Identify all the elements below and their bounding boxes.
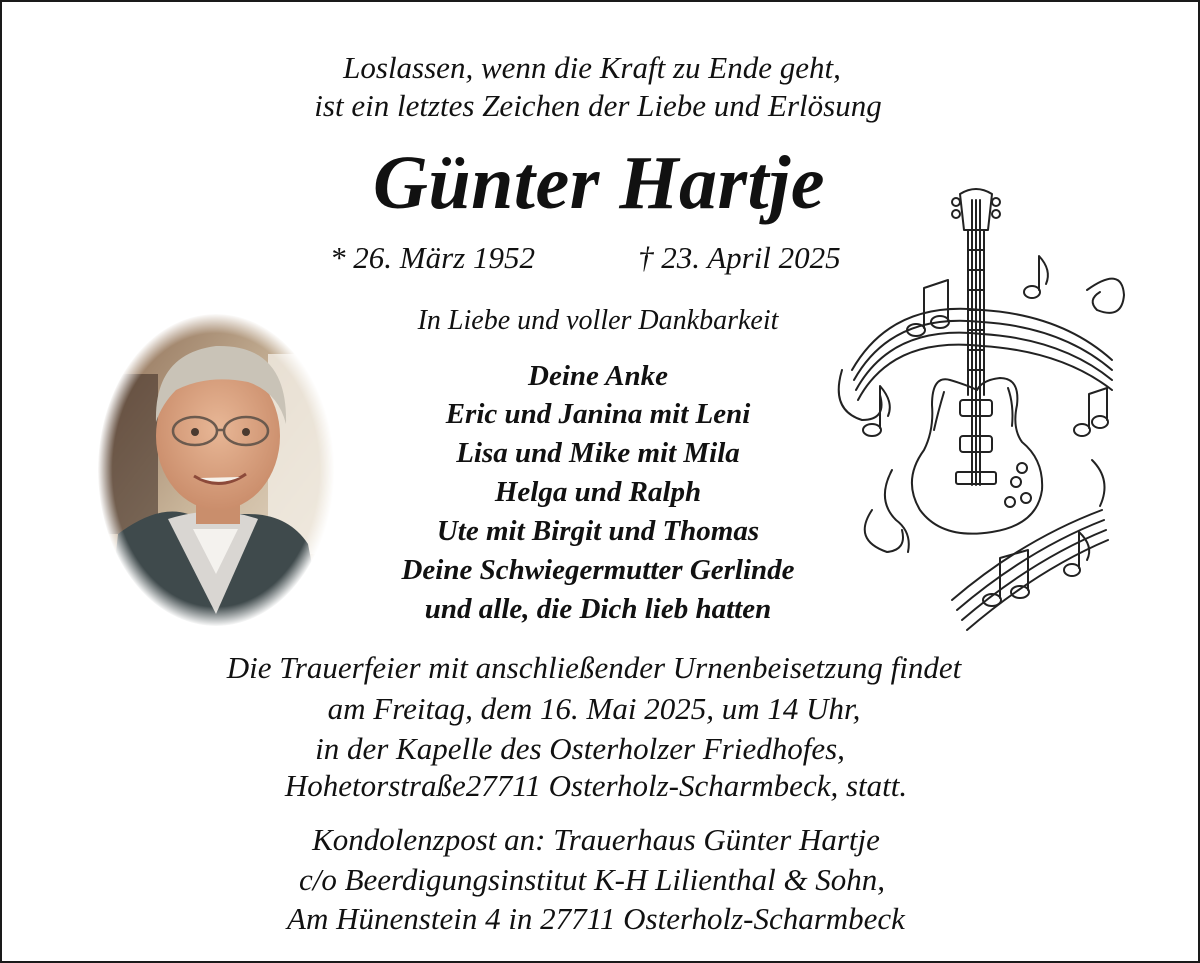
funeral-line: Die Trauerfeier mit anschließender Urnenbeisetzung findet — [226, 650, 962, 685]
condolence-line: Am Hünenstein 4 in 27711 Osterholz-Scharmbeck — [287, 901, 905, 936]
mourner-name: Deine Schwiegermutter Gerlinde — [401, 554, 795, 586]
mourner-name: Helga und Ralph — [494, 476, 702, 508]
condolence-line: Kondolenzpost an: Trauerhaus Günter Hartje — [312, 822, 880, 857]
birth-date: * 26. März 1952 — [330, 240, 535, 275]
mourners-intro: In Liebe und voller Dankbarkeit — [417, 305, 779, 336]
condolence-line: c/o Beerdigungsinstitut K-H Lilienthal & Sohn, — [298, 862, 886, 897]
funeral-line: Hohetorstraße27711 Osterholz-Scharmbeck, statt. — [284, 768, 908, 803]
quote-line-2: ist ein letztes Zeichen der Liebe und Erlösung — [314, 88, 882, 123]
mourner-name: Ute mit Birgit und Thomas — [436, 515, 760, 547]
mourner-name: und alle, die Dich lieb hatten — [424, 593, 772, 625]
portrait-photo — [98, 314, 334, 626]
guitar-illustration — [832, 180, 1132, 645]
quote-line-1: Loslassen, wenn die Kraft zu Ende geht, — [343, 50, 841, 85]
deceased-name: Günter Hartje — [373, 141, 825, 225]
mourner-name: Eric und Janina mit Leni — [445, 398, 751, 430]
mourner-name: Lisa und Mike mit Mila — [456, 437, 740, 469]
mourner-name: Deine Anke — [528, 360, 668, 392]
death-date: † 23. April 2025 — [638, 240, 841, 275]
funeral-line: am Freitag, dem 16. Mai 2025, um 14 Uhr, — [327, 691, 861, 726]
funeral-line: in der Kapelle des Osterholzer Friedhofes, — [315, 731, 845, 766]
